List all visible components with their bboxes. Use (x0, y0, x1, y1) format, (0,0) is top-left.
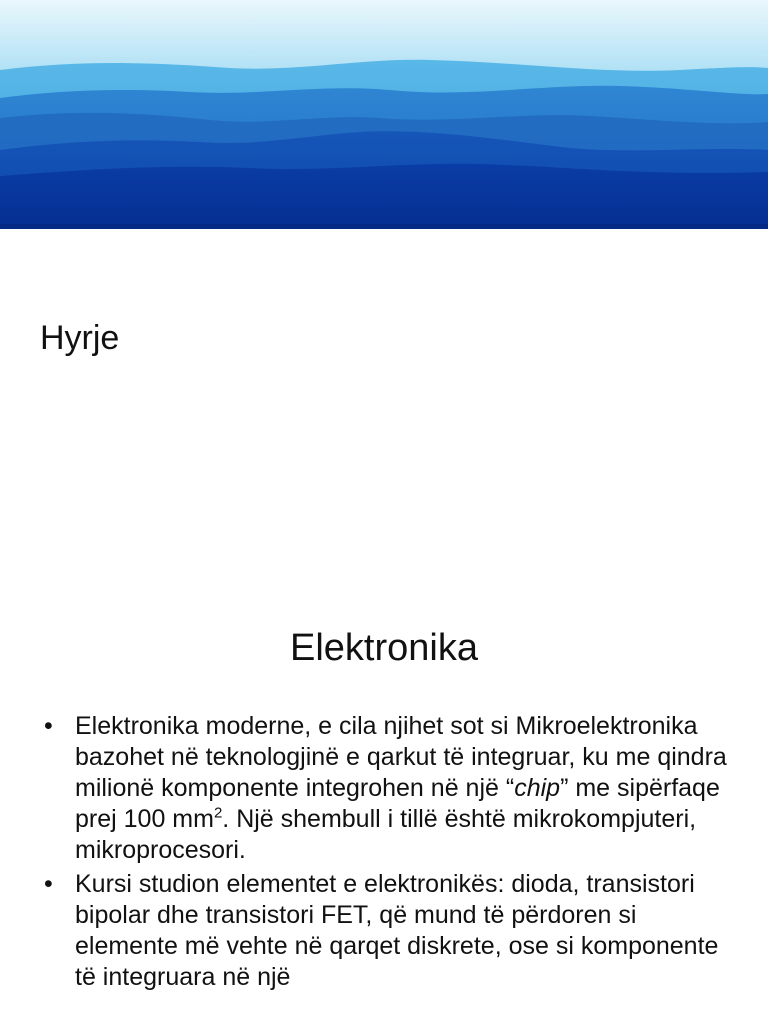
bullet-item (44, 869, 744, 993)
bullet-text-part: . Një shembull i tillë është mikrokompjuteri, mikroprocesori. (75, 805, 697, 864)
mountain-banner-image (0, 0, 768, 229)
bullet-list (44, 711, 744, 996)
slide-title-elektronika: Elektronika (290, 627, 478, 669)
superscript: 2 (213, 804, 223, 822)
bullet-item (44, 711, 744, 866)
slide-title-hyrje: Hyrje (40, 319, 120, 357)
bullet-text (75, 711, 744, 866)
bullet-text-part: ” me sipërfaqe prej 100 mm (75, 774, 720, 833)
bullet-text-italic: chip (514, 774, 561, 802)
bullet-marker: • (44, 712, 53, 740)
bullet-text-part: Elektronika moderne, e cila njihet sot si Mikroelektronika bazohet në teknologjinë e qarkut të integruar, ku me qindra milionë komponente integrohen në një “ (75, 712, 727, 802)
bullet-text: Kursi studion elementet e elektronikës: dioda, transistori bipolar dhe transistori FET, që mund të përdoren si elemente më vehte në qarqet diskrete, ose si komponente të integruara në një (75, 870, 719, 991)
bullet-marker: • (44, 870, 53, 898)
